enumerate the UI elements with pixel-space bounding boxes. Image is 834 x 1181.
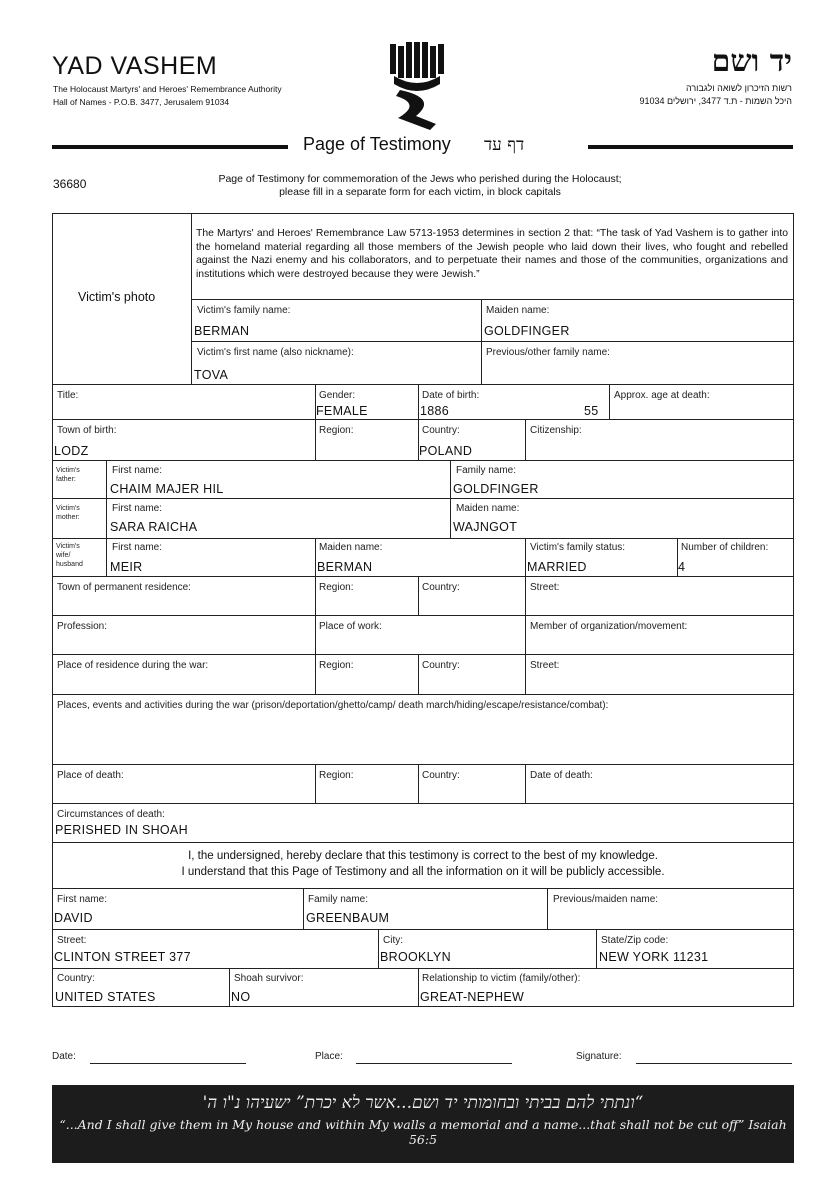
membership-label: Member of organization/movement: xyxy=(530,621,688,632)
heb-org-line-1: רשות הזיכרון לשואה ולגבורה xyxy=(685,83,792,93)
region-birth-label: Region: xyxy=(319,425,354,436)
submitter-state-label: State/Zip code: xyxy=(601,935,669,946)
father-first-name[interactable]: CHAIM MAJER HIL xyxy=(110,482,224,496)
submitter-city[interactable]: BROOKLYN xyxy=(380,950,451,964)
circumstances-value[interactable]: PERISHED IN SHOAH xyxy=(55,823,188,837)
submitter-street-label: Street: xyxy=(57,935,87,946)
town-birth-value[interactable]: LODZ xyxy=(54,444,89,458)
intro-line-2: please fill in a separate form for each victim, in block capitals xyxy=(279,186,561,198)
spouse-maiden-name-label: Maiden name: xyxy=(319,542,383,553)
declaration-line-2: I understand that this Page of Testimony and all the information on it will be publicly accessible. xyxy=(181,866,665,878)
war-events-label: Places, events and activities during the war (prison/deportation/ghetto/camp/ death march/hiding/escape/resistance/combat): xyxy=(57,700,609,711)
dob-label: Date of birth: xyxy=(422,390,480,401)
declaration xyxy=(52,848,794,880)
victim-prev-family-label: Previous/other family name: xyxy=(486,347,610,358)
place-line[interactable] xyxy=(356,1063,512,1064)
spouse-maiden-name[interactable]: BERMAN xyxy=(317,560,373,574)
war-residence-label: Place of residence during the war: xyxy=(57,660,209,671)
spouse-first-name[interactable]: MEIR xyxy=(110,560,143,574)
residence-street-label: Street: xyxy=(530,582,560,593)
children-label: Number of children: xyxy=(681,542,769,553)
submitter-prev-name-label: Previous/maiden name: xyxy=(553,894,659,905)
reference-number: 36680 xyxy=(53,177,87,191)
title-rule-right xyxy=(588,145,793,149)
org-line-1: The Holocaust Martyrs' and Heroes' Remembrance Authority xyxy=(53,84,282,94)
residence-town-label: Town of permanent residence: xyxy=(57,582,191,593)
title-rule-left xyxy=(52,145,288,149)
death-country-label: Country: xyxy=(422,770,460,781)
mother-first-name[interactable]: SARA RAICHA xyxy=(110,520,198,534)
intro-line-1: Page of Testimony for commemoration of the Jews who perished during the Holocaust; xyxy=(218,173,622,185)
org-name: YAD VASHEM xyxy=(52,52,218,80)
father-family-name-label: Family name: xyxy=(456,465,517,476)
footer-english-quote: “...And I shall give them in My house and within My walls a memorial and a name...that shall not be cut off” Isaiah 56:5 xyxy=(59,1117,787,1147)
shoah-survivor-label: Shoah survivor: xyxy=(234,973,304,984)
heb-org-line-2: היכל השמות - ת.ד 3477, ירושלים 91034 xyxy=(639,96,792,106)
mother-side-label: Victim's mother: xyxy=(56,505,80,521)
death-region-label: Region: xyxy=(319,770,354,781)
yad-vashem-logo xyxy=(386,42,448,132)
father-family-name[interactable]: GOLDFINGER xyxy=(453,482,539,496)
page-title: Page of Testimony xyxy=(303,134,451,154)
law-text: The Martyrs' and Heroes' Remembrance Law 5713-1953 determines in section 2 that: “The task of Yad Vashem is to gather into the homeland material regarding all those members of the Jewish people who laid down their lives, who fought and rebelled against the Nazi enemy and his collaborators, and to perpetuate their names and those of the communities, organizations and institutions which were destroyed because they were Jewish.” xyxy=(196,228,788,280)
gender-label: Gender: xyxy=(319,390,356,401)
place-of-work-label: Place of work: xyxy=(319,621,382,632)
children-value[interactable]: 4 xyxy=(678,560,686,574)
family-status-value[interactable]: MARRIED xyxy=(527,560,587,574)
father-first-name-label: First name: xyxy=(112,465,163,476)
submitter-first-name-label: First name: xyxy=(57,894,108,905)
date-line[interactable] xyxy=(90,1063,246,1064)
war-country-label: Country: xyxy=(422,660,460,671)
war-region-label: Region: xyxy=(319,660,354,671)
date-of-death-label: Date of death: xyxy=(530,770,593,781)
submitter-street[interactable]: CLINTON STREET 377 xyxy=(54,950,191,964)
declaration-line-1: I, the undersigned, hereby declare that this testimony is correct to the best of my knowledge. xyxy=(188,850,658,862)
footer-hebrew-quote: “ונתתי להם בביתי ובחומותי יד ושם...אשר לא יכרת” ישעיהו נ"ו ה' xyxy=(202,1093,644,1113)
submitter-family-name-label: Family name: xyxy=(308,894,369,905)
town-birth-label: Town of birth: xyxy=(57,425,117,436)
family-status-label: Victim's family status: xyxy=(530,542,626,553)
submitter-first-name[interactable]: DAVID xyxy=(54,911,93,925)
father-side-label: Victim's father: xyxy=(56,467,80,483)
dob-value[interactable]: 1886 xyxy=(420,404,450,418)
gender-value[interactable]: FEMALE xyxy=(316,404,368,418)
victim-maiden-name[interactable]: GOLDFINGER xyxy=(484,324,570,338)
profession-label: Profession: xyxy=(57,621,108,632)
submitter-country-label: Country: xyxy=(57,973,95,984)
age-value[interactable]: 55 xyxy=(584,404,599,418)
intro-text xyxy=(180,173,660,199)
residence-country-label: Country: xyxy=(422,582,460,593)
submitter-state[interactable]: NEW YORK 11231 xyxy=(599,950,709,964)
victim-first-name-label: Victim's first name (also nickname): xyxy=(197,347,354,358)
submitter-city-label: City: xyxy=(383,935,403,946)
age-label: Approx. age at death: xyxy=(614,390,710,401)
org-line-2: Hall of Names - P.O.B. 3477, Jerusalem 91034 xyxy=(53,97,230,107)
war-street-label: Street: xyxy=(530,660,560,671)
victim-first-name[interactable]: TOVA xyxy=(194,368,229,382)
signature-line[interactable] xyxy=(636,1063,792,1064)
circumstances-label: Circumstances of death: xyxy=(57,809,165,820)
relationship-value[interactable]: GREAT-NEPHEW xyxy=(420,990,525,1004)
citizenship-label: Citizenship: xyxy=(530,425,582,436)
submitter-country[interactable]: UNITED STATES xyxy=(55,990,156,1004)
place-of-death-label: Place of death: xyxy=(57,770,124,781)
submitter-family-name[interactable]: GREENBAUM xyxy=(306,911,390,925)
mother-first-name-label: First name: xyxy=(112,503,163,514)
signature-label: Signature: xyxy=(576,1051,622,1062)
spouse-first-name-label: First name: xyxy=(112,542,163,553)
page-title-hebrew: דף עד xyxy=(484,135,525,155)
residence-region-label: Region: xyxy=(319,582,354,593)
victim-family-name-label: Victim's family name: xyxy=(197,305,291,316)
shoah-survivor-value[interactable]: NO xyxy=(231,990,251,1004)
heb-org-name: יד ושם xyxy=(711,44,792,79)
relationship-label: Relationship to victim (family/other): xyxy=(422,973,581,984)
country-birth-value[interactable]: POLAND xyxy=(419,444,473,458)
victim-photo-label: Victim's photo xyxy=(78,290,156,304)
victim-family-name[interactable]: BERMAN xyxy=(194,324,250,338)
mother-maiden-name-label: Maiden name: xyxy=(456,503,520,514)
mother-maiden-name[interactable]: WAJNGOT xyxy=(453,520,518,534)
date-label: Date: xyxy=(52,1051,76,1062)
place-label: Place: xyxy=(315,1051,343,1062)
footer-quote xyxy=(52,1085,794,1163)
country-birth-label: Country: xyxy=(422,425,460,436)
title-label: Title: xyxy=(57,390,79,401)
spouse-side-label: Victim's wife/ husband xyxy=(56,543,83,568)
victim-maiden-name-label: Maiden name: xyxy=(486,305,550,316)
